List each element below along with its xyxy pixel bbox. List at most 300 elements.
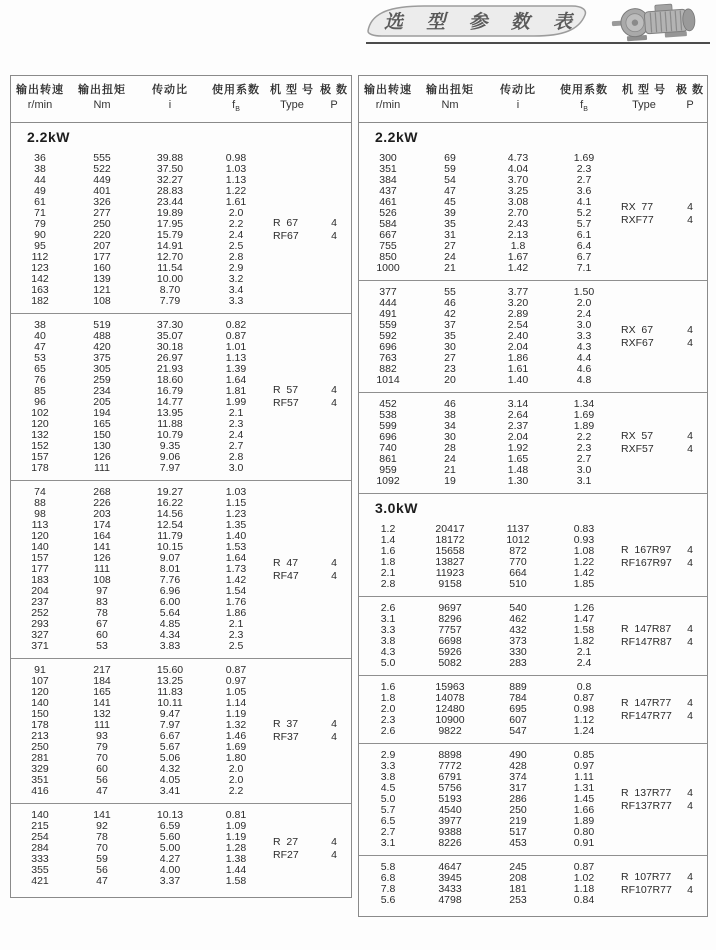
cell-torque: 205: [93, 396, 111, 409]
selection-table-right: [358, 75, 708, 917]
cell-fb: 1.31: [573, 782, 595, 795]
cell-torque: 522: [93, 163, 111, 176]
cell-ratio: 19.27: [156, 486, 184, 499]
cell-ratio: 1.61: [507, 363, 529, 376]
model-block: [11, 481, 351, 658]
cell-fb: 0.80: [573, 826, 595, 839]
model-column: [615, 287, 707, 386]
cell-speed: 74: [34, 486, 46, 499]
cell-torque: 56: [96, 864, 108, 877]
cell-fb: 2.4: [576, 308, 592, 321]
cell-torque: 35: [444, 330, 456, 343]
cell-speed: 538: [379, 409, 397, 422]
model-row: [615, 884, 707, 897]
cell-speed: 178: [31, 719, 49, 732]
cell-fb: 4.3: [576, 341, 592, 354]
cell-speed: 215: [31, 820, 49, 833]
page-title: 选 型 参 数 表: [383, 11, 582, 33]
cell-ratio: 1.92: [507, 442, 529, 455]
cell-ratio: 517: [509, 826, 527, 839]
gearmotor-photo: [610, 2, 708, 44]
cell-ratio: 664: [509, 567, 527, 580]
cell-fb: 1.35: [225, 519, 247, 532]
cell-fb: 3.3: [576, 330, 592, 343]
cell-torque: 268: [93, 486, 111, 499]
column-label: 使用系数: [560, 84, 608, 96]
cell-fb: 1.38: [225, 853, 247, 866]
poles-value: 4: [687, 557, 693, 570]
cell-fb: 1.03: [225, 486, 247, 499]
poles-value: 4: [331, 384, 337, 397]
cell-ratio: 17.95: [156, 218, 184, 231]
cell-speed: 599: [379, 420, 397, 433]
model-block: [11, 659, 351, 803]
cell-speed: 3.8: [380, 635, 396, 648]
cell-torque: 92: [96, 820, 108, 833]
cell-fb: 1.22: [573, 556, 595, 569]
cell-speed: 38: [34, 163, 46, 176]
cell-speed: 250: [31, 741, 49, 754]
poles-value: 4: [331, 556, 337, 569]
cell-ratio: 10.79: [156, 429, 184, 442]
model-block: [11, 147, 351, 313]
model-block: [359, 518, 707, 596]
cell-fb: 0.97: [573, 760, 595, 773]
cell-ratio: 14.77: [156, 396, 184, 409]
model-column: [267, 810, 351, 887]
model-block: [359, 281, 707, 392]
column-label: 机 型 号: [621, 84, 667, 96]
cell-ratio: 12.70: [156, 251, 184, 264]
cell-torque: 9822: [438, 725, 462, 738]
poles-value: 4: [687, 336, 693, 349]
cell-torque: 46: [444, 297, 456, 310]
model-type: R 167R97: [621, 544, 672, 557]
cell-fb: 1.54: [225, 585, 247, 598]
cell-fb: 2.8: [228, 451, 244, 464]
cell-fb: 1.47: [573, 613, 595, 626]
column-unit: Type: [280, 99, 304, 111]
model-block: [359, 676, 707, 743]
cell-fb: 0.84: [573, 894, 595, 907]
poles-value: 4: [331, 569, 337, 582]
model-type: RF47: [273, 569, 299, 582]
model-row: [615, 636, 707, 649]
cell-ratio: 4.32: [159, 763, 181, 776]
cell-torque: 4798: [438, 894, 462, 907]
cell-fb: 0.87: [225, 664, 247, 677]
cell-ratio: 2.04: [507, 341, 529, 354]
cell-ratio: 9.07: [159, 552, 181, 565]
cell-speed: 252: [31, 607, 49, 620]
cell-fb: 1.64: [225, 552, 247, 565]
cell-ratio: 15.60: [156, 664, 184, 677]
column-header-torque: [69, 82, 135, 117]
cell-speed: 3.3: [380, 624, 396, 637]
cell-ratio: 432: [509, 624, 527, 637]
cell-fb: 2.2: [228, 785, 244, 798]
cell-ratio: 8.01: [159, 563, 181, 576]
cell-torque: 30: [444, 431, 456, 444]
cell-torque: 11923: [435, 567, 465, 580]
cell-torque: 59: [96, 853, 108, 866]
cell-fb: 1.01: [225, 341, 247, 354]
model-type: RXF57: [621, 443, 654, 456]
cell-speed: 437: [379, 185, 397, 198]
cell-ratio: 7.97: [159, 719, 181, 732]
page-title-banner: [366, 4, 590, 38]
cell-ratio: 373: [509, 635, 527, 648]
cell-ratio: 6.59: [159, 820, 181, 833]
cell-fb: 3.1: [576, 475, 592, 488]
column-header-ratio: [135, 82, 205, 117]
cell-torque: 8898: [438, 749, 462, 762]
cell-speed: 157: [31, 552, 49, 565]
cell-fb: 1.05: [225, 686, 247, 699]
cell-speed: 421: [31, 875, 49, 888]
cell-fb: 2.0: [576, 297, 592, 310]
cell-torque: 488: [93, 330, 111, 343]
cell-speed: 526: [379, 207, 397, 220]
cell-ratio: 7.97: [159, 462, 181, 475]
cell-ratio: 11.88: [157, 418, 183, 431]
cell-speed: 3.8: [380, 771, 396, 784]
cell-ratio: 770: [509, 556, 527, 569]
cell-speed: 2.6: [380, 602, 396, 615]
cell-fb: 1.32: [225, 719, 247, 732]
cell-ratio: 1.8: [510, 240, 526, 253]
cell-torque: 13827: [435, 556, 465, 569]
poles-value: 4: [687, 623, 693, 636]
cell-speed: 1.8: [380, 692, 396, 705]
column-header-poles: [317, 82, 351, 117]
column-unit: P: [330, 99, 338, 111]
cell-fb: 1.81: [225, 385, 247, 398]
column-unit: $f_B$: [232, 99, 240, 114]
cell-speed: 1.2: [380, 523, 396, 536]
cell-speed: 38: [34, 319, 46, 332]
cell-torque: 326: [93, 196, 111, 209]
column-label: 输出扭矩: [78, 84, 126, 96]
cell-fb: 5.2: [576, 207, 592, 220]
cell-torque: 46: [444, 398, 456, 411]
cell-fb: 1.64: [225, 374, 247, 387]
cell-torque: 111: [94, 563, 110, 576]
cell-fb: 1.89: [573, 815, 595, 828]
poles-value: 4: [331, 718, 337, 731]
cell-speed: 96: [34, 396, 46, 409]
cell-fb: 0.83: [573, 523, 595, 536]
cell-ratio: 253: [509, 894, 527, 907]
cell-speed: 416: [31, 785, 49, 798]
cell-fb: 0.98: [225, 152, 247, 165]
cell-speed: 696: [379, 341, 397, 354]
cell-torque: 53: [96, 640, 108, 653]
cell-torque: 234: [93, 385, 111, 398]
cell-speed: 2.8: [380, 578, 396, 591]
model-block: [359, 597, 707, 675]
cell-ratio: 1012: [506, 534, 530, 547]
cell-torque: 31: [444, 229, 456, 242]
cell-speed: 53: [34, 352, 46, 365]
model-row: [615, 800, 707, 813]
cell-fb: 1.11: [574, 771, 594, 784]
cell-fb: 1.02: [573, 872, 595, 885]
model-type: R 147R87: [621, 623, 672, 636]
cell-fb: 1.82: [573, 635, 595, 648]
cell-speed: 667: [379, 229, 397, 242]
column-header-fb: [553, 82, 615, 117]
cell-fb: 1.15: [225, 497, 247, 510]
cell-ratio: 2.64: [507, 409, 529, 422]
cell-ratio: 4.73: [507, 152, 529, 165]
model-block: [359, 393, 707, 493]
cell-torque: 24: [444, 251, 456, 264]
cell-speed: 90: [34, 229, 46, 242]
cell-speed: 696: [379, 431, 397, 444]
cell-fb: 4.4: [576, 352, 592, 365]
cell-speed: 79: [34, 218, 46, 231]
cell-fb: 2.3: [228, 418, 244, 431]
cell-speed: 132: [31, 429, 49, 442]
cell-torque: 21: [444, 464, 456, 477]
cell-torque: 401: [93, 185, 111, 198]
cell-torque: 23: [444, 363, 456, 376]
cell-fb: 1.13: [225, 174, 247, 187]
cell-torque: 375: [93, 352, 111, 365]
model-type: R 37: [273, 718, 299, 731]
cell-torque: 47: [444, 185, 456, 198]
cell-torque: 19: [444, 475, 456, 488]
column-unit: Nm: [93, 99, 111, 111]
column-unit: P: [686, 99, 694, 111]
model-row: [267, 557, 351, 570]
column-label: 极 数: [319, 84, 349, 96]
cell-ratio: 3.83: [159, 640, 181, 653]
cell-ratio: 39.88: [156, 152, 184, 165]
cell-torque: 21: [444, 262, 456, 275]
cell-ratio: 872: [509, 545, 527, 558]
cell-torque: 177: [93, 251, 111, 264]
table-body: [359, 123, 707, 916]
cell-ratio: 1.40: [507, 374, 529, 387]
table-body: [11, 123, 351, 897]
cell-ratio: 6.67: [159, 730, 181, 743]
cell-torque: 164: [93, 530, 111, 543]
rows-grid: [11, 810, 267, 887]
cell-torque: 14078: [435, 692, 465, 705]
cell-ratio: 3.41: [159, 785, 181, 798]
cell-ratio: 26.97: [156, 352, 184, 365]
cell-speed: 3.3: [380, 760, 396, 773]
cell-torque: 69: [444, 152, 456, 165]
column-header-poles: [673, 82, 707, 117]
cell-fb: 1.28: [225, 842, 247, 855]
cell-torque: 70: [96, 842, 108, 855]
cell-torque: 55: [444, 286, 456, 299]
rows-grid: [359, 603, 615, 669]
model-type: RX 77: [621, 200, 654, 213]
cell-speed: 5.6: [380, 894, 396, 907]
poles-value: 4: [687, 213, 693, 226]
cell-fb: 2.8: [228, 251, 244, 264]
cell-torque: 5193: [438, 793, 462, 806]
cell-speed: 163: [31, 284, 49, 297]
cell-speed: 1.6: [380, 681, 396, 694]
cell-torque: 130: [93, 440, 111, 453]
cell-torque: 12480: [435, 703, 465, 716]
poles-value: 4: [331, 835, 337, 848]
model-row: [615, 787, 707, 800]
cell-fb: 1.76: [225, 596, 247, 609]
model-type: R 107R77: [621, 871, 672, 884]
cell-torque: 42: [444, 308, 456, 321]
model-row: [267, 217, 351, 230]
selection-table-left: [10, 75, 352, 898]
rows-grid: [359, 682, 615, 737]
cell-torque: 27: [444, 352, 456, 365]
cell-ratio: 5.06: [159, 752, 181, 765]
model-column: [615, 862, 707, 906]
cell-ratio: 11.79: [157, 530, 183, 543]
cell-torque: 126: [93, 451, 111, 464]
cell-speed: 293: [31, 618, 49, 631]
cell-ratio: 2.70: [507, 207, 529, 220]
cell-fb: 1.18: [573, 883, 595, 896]
cell-speed: 959: [379, 464, 397, 477]
cell-torque: 9697: [438, 602, 462, 615]
cell-torque: 78: [96, 831, 108, 844]
cell-torque: 93: [96, 730, 108, 743]
cell-torque: 6791: [438, 771, 462, 784]
cell-ratio: 1.67: [507, 251, 529, 264]
cell-speed: 178: [31, 462, 49, 475]
cell-speed: 182: [31, 295, 49, 308]
model-type: RF37: [273, 731, 299, 744]
cell-torque: 259: [93, 374, 111, 387]
cell-speed: 107: [31, 675, 49, 688]
column-header-speed: [11, 82, 69, 117]
cell-fb: 3.4: [228, 284, 244, 297]
cell-speed: 1.4: [380, 534, 396, 547]
cell-fb: 2.1: [228, 407, 244, 420]
cell-ratio: 30.18: [156, 341, 184, 354]
cell-speed: 95: [34, 240, 46, 253]
model-row: [267, 397, 351, 410]
cell-ratio: 3.37: [159, 875, 181, 888]
cell-speed: 2.6: [380, 725, 396, 738]
model-row: [615, 710, 707, 723]
cell-torque: 9388: [438, 826, 462, 839]
cell-ratio: 37.30: [156, 319, 184, 332]
cell-ratio: 208: [509, 872, 527, 885]
model-block: [359, 147, 707, 280]
rows-grid: [11, 665, 267, 797]
model-type: R 57: [273, 384, 299, 397]
cell-speed: 113: [31, 519, 49, 532]
cell-ratio: 4.00: [159, 864, 181, 877]
cell-speed: 4.3: [380, 646, 396, 659]
cell-torque: 6698: [438, 635, 462, 648]
column-label: 使用系数: [212, 84, 260, 96]
rows-grid: [359, 287, 615, 386]
cell-speed: 7.8: [380, 883, 396, 896]
cell-ratio: 10.11: [157, 697, 183, 710]
cell-ratio: 10.13: [156, 809, 184, 822]
cell-fb: 2.7: [228, 440, 244, 453]
cell-torque: 7772: [438, 760, 462, 773]
cell-torque: 97: [96, 585, 108, 598]
cell-fb: 1.86: [225, 607, 247, 620]
cell-fb: 0.91: [573, 837, 595, 850]
cell-ratio: 15.79: [156, 229, 184, 242]
cell-fb: 2.7: [576, 174, 592, 187]
model-row: [615, 430, 707, 443]
cell-ratio: 6.96: [159, 585, 181, 598]
cell-ratio: 181: [509, 883, 527, 896]
cell-speed: 333: [31, 853, 49, 866]
cell-torque: 83: [96, 596, 108, 609]
cell-ratio: 8.70: [159, 284, 181, 297]
cell-speed: 123: [31, 262, 49, 275]
cell-ratio: 32.27: [156, 174, 184, 187]
cell-fb: 1.53: [225, 541, 247, 554]
cell-speed: 71: [34, 207, 46, 220]
model-row: [615, 443, 707, 456]
cell-ratio: 3.20: [507, 297, 529, 310]
table-header: [11, 76, 351, 123]
cell-torque: 184: [93, 675, 111, 688]
cell-fb: 1.19: [225, 708, 247, 721]
cell-fb: 1.22: [225, 185, 247, 198]
cell-fb: 2.4: [228, 229, 244, 242]
cell-ratio: 9.35: [159, 440, 181, 453]
cell-torque: 20417: [435, 523, 465, 536]
model-row: [615, 544, 707, 557]
cell-speed: 254: [31, 831, 49, 844]
cell-ratio: 7.79: [159, 295, 181, 308]
cell-speed: 461: [379, 196, 397, 209]
cell-fb: 7.1: [576, 262, 592, 275]
cell-torque: 10900: [435, 714, 465, 727]
cell-fb: 1.03: [225, 163, 247, 176]
cell-speed: 3.1: [380, 613, 396, 626]
cell-fb: 2.0: [228, 774, 244, 787]
cell-torque: 150: [93, 429, 111, 442]
cell-speed: 204: [31, 585, 49, 598]
cell-ratio: 28.83: [156, 185, 184, 198]
column-label: 传动比: [500, 84, 536, 96]
cell-fb: 2.9: [228, 262, 244, 275]
cell-speed: 5.7: [380, 804, 396, 817]
cell-fb: 3.0: [576, 464, 592, 477]
cell-ratio: 2.13: [507, 229, 529, 242]
cell-speed: 2.1: [380, 567, 396, 580]
cell-fb: 0.81: [225, 809, 247, 822]
cell-ratio: 2.43: [507, 218, 529, 231]
cell-speed: 377: [379, 286, 397, 299]
cell-torque: 18172: [435, 534, 465, 547]
model-row: [615, 324, 707, 337]
cell-ratio: 250: [509, 804, 527, 817]
model-block: [11, 804, 351, 893]
cell-ratio: 37.50: [156, 163, 184, 176]
cell-speed: 91: [34, 664, 46, 677]
column-header-speed: [359, 82, 417, 117]
cell-ratio: 453: [509, 837, 527, 850]
cell-torque: 174: [93, 519, 111, 532]
cell-speed: 44: [34, 174, 46, 187]
